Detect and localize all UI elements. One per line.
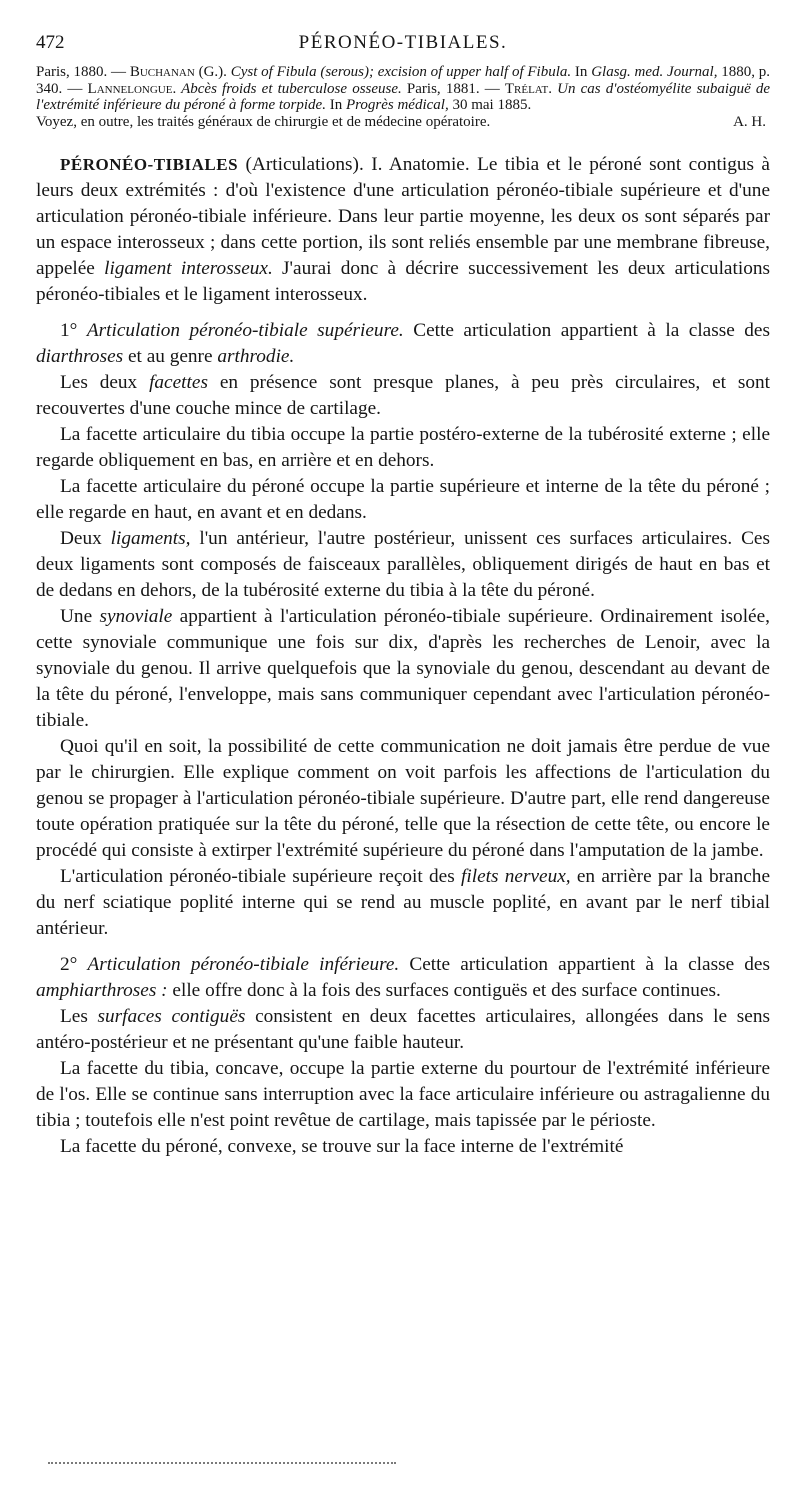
paragraph: Une synoviale appartient à l'articulation péronéo-tibiale supérieure. Ordinairement isolée, cette synoviale communique une fois sur dix, d'après les recherches de Lenoir, avec la synoviale du genou. Il arrive quelquefois que la synoviale du genou, descendant au devant de la tête du péroné, l'enveloppe, mais sans communiquer cependant avec l'articulation péronéo-tibiale.	[36, 606, 770, 731]
author-name: Buchanan	[129, 64, 195, 80]
section-title: Articulation péronéo-tibiale supérieure.	[86, 320, 404, 341]
journal-name: Glasg. med. Journal,	[591, 64, 718, 80]
page-header	[36, 30, 770, 56]
paragraph: Les deux facettes en présence sont presque planes, à peu près circulaires, et sont recouvertes d'une couche mince de cartilage.	[36, 372, 770, 419]
paragraph: L'articulation péronéo-tibiale supérieure reçoit des filets nerveux, en arrière par la branche du nerf sciatique poplité interne qui se rend au muscle poplité, en avant par le nerf tibial antérieur.	[36, 866, 770, 939]
section-title: Articulation péronéo-tibiale inférieure.	[87, 954, 400, 975]
reference-title: Abcès froids et tuberculose osseuse.	[176, 80, 402, 97]
section-heading-superior: 1° Articulation péronéo-tibiale supérieure. Cette articulation appartient à la classe des diarthroses et au genre arthrodie.	[36, 320, 770, 367]
paragraph: Quoi qu'il en soit, la possibilité de cette communication ne doit jamais être perdue de vue par le chirurgien. Elle explique comment on voit parfois les affections de l'articulation du genou se propager à l'articulation péronéo-tibiale supérieure. D'autre part, elle rend dangereuse toute opération pratiquée sur la tête du péroné, telle que la résection de cette tête, ou encore le procédé qui consiste à extirper l'extrémité supérieure du péroné dans l'amputation de la jambe.	[36, 736, 770, 861]
paragraph: Deux ligaments, l'un antérieur, l'autre postérieur, unissent ces surfaces articulaires. Ces deux ligaments sont composés de faisceaux parallèles, obliquement dirigés de haut en bas et de dedans en dehors, de la tubérosité externe du tibia à la tête du péroné.	[36, 528, 770, 601]
journal-name: Progrès médical,	[345, 97, 449, 113]
reference-title: Cyst of Fibula (serous); excision of upper half of Fibula.	[230, 64, 572, 80]
paragraph: La facette du péroné, convexe, se trouve sur la face interne de l'extrémité	[60, 1136, 624, 1157]
author-signature: A. H.	[733, 113, 766, 130]
paragraph: La facette articulaire du péroné occupe la partie supérieure et interne de la tête du péroné ; elle regarde en haut, en avant et en dedans.	[36, 476, 770, 523]
running-title: PÉRONÉO-TIBIALES.	[298, 32, 508, 53]
article-intro-paragraph: PÉRONÉO-TIBIALES (Articulations). I. Anatomie. Le tibia et le péroné sont contigus à leurs deux extrémités : d'où l'existence d'une articulation péronéo-tibiale supérieure et d'une articulation péronéo-tibiale inférieure. Dans leur partie moyenne, les deux os sont séparés par un espace interosseux ; dans cette portion, ils sont reliés ensemble par une membrane fibreuse, appelée ligament interosseux. J'aurai donc à décrire successivement les deux articulations péronéo-tibiales et le ligament interosseux.	[36, 154, 770, 305]
paragraph: Les surfaces contiguës consistent en deux facettes articulaires, allongées dans le sens antéro-postérieur et ne présentant qu'une faible hauteur.	[36, 1006, 770, 1053]
bibliography-note: Voyez, en outre, les traités généraux de chirurgie et de médecine opératoire. A. H.	[36, 113, 766, 130]
paragraph: La facette articulaire du tibia occupe la partie postéro-externe de la tubérosité externe ; elle regarde obliquement en bas, en arrière et en dehors.	[36, 424, 770, 471]
reference-title: Un cas d'ostéomyélite subaiguë de l'extrémité inférieure du péroné à forme torpide.	[36, 80, 771, 113]
bibliography-block	[36, 64, 770, 130]
footer-rule	[48, 1462, 396, 1464]
article-body	[36, 152, 770, 1160]
author-name: Trélat.	[504, 80, 552, 97]
page	[36, 30, 770, 1160]
author-name: Lannelongue.	[87, 80, 177, 97]
bibliography-references: Paris, 1880. — Buchanan (G.). Cyst of Fibula (serous); excision of upper half of Fibula. In Glasg. med. Journal, 1880, p. 340. — Lannelongue. Abcès froids et tuberculose osseuse. Paris, 1881. — Trélat. Un cas d'ostéomyélite subaiguë de l'extrémité inférieure du péroné à forme torpide. In Progrès médical, 30 mai 1885.	[36, 64, 771, 113]
page-number: 472	[36, 32, 65, 53]
paragraph: La facette du tibia, concave, occupe la partie externe du pourtour de l'extrémité inférieure de l'os. Elle se continue sans interruption avec la face articulaire inférieure ou astragalienne du tibia ; toutefois elle n'est point revêtue de cartilage, mais tapissée par le périoste.	[36, 1058, 770, 1131]
entry-heading: PÉRONÉO-TIBIALES	[60, 155, 239, 174]
section-heading-inferior: 2° Articulation péronéo-tibiale inférieure. Cette articulation appartient à la classe des amphiarthroses : elle offre donc à la fois des surfaces contiguës et des surface continues.	[36, 954, 770, 1001]
